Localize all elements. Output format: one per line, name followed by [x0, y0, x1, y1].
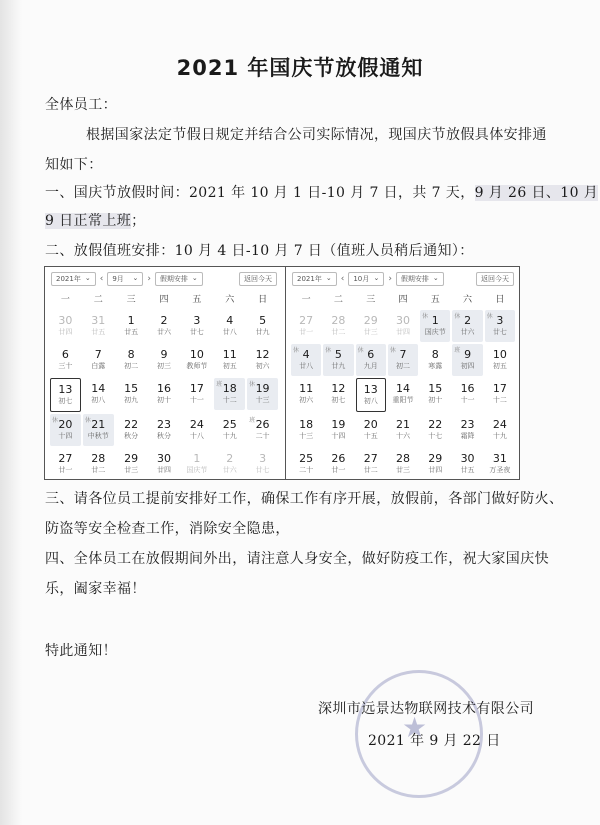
item1-highlight: 9 月 26 日、10 月 [474, 185, 599, 201]
day-cell[interactable] [452, 414, 482, 446]
day-number: 7 [94, 348, 102, 361]
day-number: 5 [334, 348, 342, 361]
day-status-tag: 休 [325, 347, 332, 354]
day-number: 6 [367, 348, 375, 361]
day-number: 8 [127, 348, 135, 361]
day-number: 3 [193, 314, 201, 327]
year-select[interactable]: 2021年 ⌄ [51, 272, 96, 286]
lunar-label: 廿六 [460, 328, 475, 336]
prev-month-icon[interactable]: ‹ [340, 274, 345, 284]
day-status-tag: 休 [293, 347, 300, 354]
notice-title: 2021 年国庆节放假通知 [176, 56, 424, 80]
day-status-tag: 休 [84, 417, 91, 424]
day-cell[interactable] [485, 448, 515, 480]
day-number: 23 [460, 418, 475, 431]
month-select[interactable]: 10月 ⌄ [348, 272, 384, 286]
day-cell[interactable] [214, 344, 245, 376]
chevron-down-icon: ⌄ [432, 274, 439, 282]
lunar-label: 教师节 [186, 362, 208, 370]
lunar-label: 国庆节 [424, 328, 446, 336]
day-number: 13 [363, 383, 378, 396]
day-number: 12 [255, 348, 270, 361]
calendar-october [285, 267, 520, 479]
day-cell[interactable] [83, 310, 114, 342]
day-cell[interactable] [323, 414, 353, 446]
item1-line-2 [45, 210, 146, 230]
holiday-select[interactable]: 假期安排 ⌄ [396, 272, 444, 286]
item3-line-2: 防盗等安全检查工作，消除安全隐患， [45, 521, 290, 537]
lunar-label: 白露 [91, 362, 106, 370]
day-number: 21 [91, 418, 106, 431]
lunar-label: 万圣夜 [489, 466, 511, 474]
lunar-label: 廿三 [124, 466, 139, 474]
lunar-label: 初四 [460, 362, 475, 370]
lunar-label: 十一 [189, 396, 204, 404]
day-number: 28 [331, 314, 346, 327]
lunar-label: 十二 [222, 396, 237, 404]
day-number: 30 [460, 452, 475, 465]
notice-date: 2021 年 9 月 22 日 [368, 733, 501, 749]
lunar-label: 十九 [492, 432, 507, 440]
lunar-label: 国庆节 [186, 466, 208, 474]
weekday-header: 四 [159, 295, 169, 305]
next-month-icon[interactable]: › [388, 274, 392, 284]
day-number: 25 [299, 452, 314, 465]
day-cell[interactable] [356, 448, 386, 480]
day-number: 27 [363, 452, 378, 465]
day-status-tag: 休 [52, 417, 59, 424]
calendar-september [45, 267, 283, 479]
item1-end: ； [131, 213, 146, 229]
day-number: 26 [331, 452, 346, 465]
lunar-label: 廿七 [255, 466, 270, 474]
lunar-label: 廿五 [91, 328, 106, 336]
day-number: 22 [124, 418, 139, 431]
day-cell[interactable] [420, 310, 450, 342]
weekday-header: 三 [126, 295, 136, 305]
day-number: 10 [492, 348, 507, 361]
day-cell[interactable] [50, 414, 81, 446]
lunar-label: 廿六 [222, 466, 237, 474]
day-cell[interactable] [50, 378, 81, 412]
day-number: 23 [156, 418, 171, 431]
item1-line-1 [45, 182, 598, 202]
lunar-label: 九月 [363, 362, 378, 370]
day-cell[interactable] [149, 448, 180, 480]
lunar-label: 廿四 [395, 328, 410, 336]
weekday-header: 日 [258, 295, 268, 305]
day-cell[interactable] [356, 414, 386, 446]
day-number: 26 [255, 418, 270, 431]
day-number: 31 [91, 314, 106, 327]
chevron-down-icon: ⌄ [191, 274, 198, 282]
day-cell[interactable] [149, 310, 180, 342]
day-cell[interactable] [83, 448, 114, 480]
day-number: 16 [460, 382, 475, 395]
lunar-label: 廿二 [331, 328, 346, 336]
lunar-label: 初七 [58, 397, 73, 405]
lunar-label: 二十 [255, 432, 270, 440]
day-cell[interactable] [116, 344, 147, 376]
day-number: 8 [431, 348, 439, 361]
day-number: 11 [299, 382, 314, 395]
day-cell[interactable] [323, 344, 353, 376]
lunar-label: 廿七 [492, 328, 507, 336]
lunar-label: 廿二 [363, 466, 378, 474]
lunar-label: 初八 [363, 397, 378, 405]
day-number: 14 [395, 382, 410, 395]
lunar-label: 十八 [189, 432, 204, 440]
day-cell[interactable] [420, 448, 450, 480]
day-number: 31 [492, 452, 507, 465]
chevron-down-icon: ⌄ [132, 274, 139, 282]
lunar-label: 初五 [222, 362, 237, 370]
day-cell[interactable] [214, 448, 245, 480]
day-cell[interactable] [485, 414, 515, 446]
lunar-label: 初十 [428, 396, 443, 404]
day-cell[interactable] [420, 414, 450, 446]
day-cell[interactable] [388, 448, 418, 480]
lunar-label: 十一 [460, 396, 475, 404]
day-cell[interactable] [291, 448, 321, 480]
day-number: 3 [496, 314, 504, 327]
lunar-label: 十七 [428, 432, 443, 440]
item1-text: 一、国庆节放假时间：2021 年 10 月 1 日-10 月 7 日，共 7 天， [45, 185, 475, 201]
day-number: 25 [222, 418, 237, 431]
weekday-header: 日 [495, 295, 505, 305]
lunar-label: 中秋节 [87, 432, 109, 440]
day-cell[interactable] [356, 378, 386, 412]
day-cell[interactable] [247, 378, 278, 410]
lunar-label: 廿三 [395, 466, 410, 474]
lunar-label: 初七 [331, 396, 346, 404]
weekday-header: 一 [60, 295, 70, 305]
day-number: 10 [189, 348, 204, 361]
intro-line-2: 知如下： [45, 157, 103, 173]
lunar-label: 寒露 [428, 362, 443, 370]
day-cell[interactable] [323, 448, 353, 480]
calendar-toolbar [286, 267, 520, 291]
weekday-header: 六 [463, 295, 473, 305]
day-cell[interactable] [420, 378, 450, 410]
lunar-label: 廿一 [58, 466, 73, 474]
greeting: 全体员工： [45, 97, 117, 113]
day-number: 4 [226, 314, 234, 327]
day-number: 6 [61, 348, 69, 361]
lunar-label: 十三 [299, 432, 314, 440]
lunar-label: 霜降 [460, 432, 475, 440]
day-cell[interactable] [149, 344, 180, 376]
day-number: 24 [492, 418, 507, 431]
lunar-label: 廿二 [91, 466, 106, 474]
day-cell[interactable] [323, 378, 353, 410]
weekday-header: 二 [93, 295, 103, 305]
weekday-header: 二 [333, 295, 343, 305]
day-status-tag: 班 [216, 381, 223, 388]
day-number: 17 [492, 382, 507, 395]
day-number: 18 [299, 418, 314, 431]
item2-text: 二、放假值班安排：10 月 4 日-10 月 7 日（值班人员稍后通知）： [45, 243, 474, 259]
lunar-label: 三十 [58, 362, 73, 370]
day-cell[interactable] [116, 378, 147, 410]
closing-text: 特此通知！ [45, 643, 117, 659]
chevron-down-icon: ⌄ [84, 274, 91, 282]
chevron-down-icon: ⌄ [325, 274, 332, 282]
day-number: 27 [58, 452, 73, 465]
lunar-label: 二十 [299, 466, 314, 474]
day-number: 29 [363, 314, 378, 327]
weekday-header: 三 [366, 295, 376, 305]
day-number: 2 [160, 314, 168, 327]
day-number: 19 [255, 382, 270, 395]
day-cell[interactable] [452, 378, 482, 410]
day-cell[interactable] [452, 344, 482, 376]
lunar-label: 廿四 [156, 466, 171, 474]
lunar-label: 初六 [299, 396, 314, 404]
calendar-screenshot [44, 266, 520, 480]
day-number: 16 [156, 382, 171, 395]
weekday-header: 四 [398, 295, 408, 305]
day-number: 2 [226, 452, 234, 465]
day-status-tag: 休 [486, 313, 493, 320]
day-number: 22 [428, 418, 443, 431]
day-cell[interactable] [214, 414, 245, 446]
day-number: 15 [428, 382, 443, 395]
day-number: 3 [259, 452, 267, 465]
page-edge-shadow [0, 0, 22, 825]
day-status-tag: 休 [357, 347, 364, 354]
day-number: 28 [91, 452, 106, 465]
year-select[interactable]: 2021年 ⌄ [292, 272, 337, 286]
lunar-label: 十九 [222, 432, 237, 440]
lunar-label: 廿三 [363, 328, 378, 336]
prev-month-icon[interactable]: ‹ [99, 274, 104, 284]
day-number: 9 [464, 348, 472, 361]
item3-line-1: 三、请各位员工提前安排好工作，确保工作有序开展，放假前，各部门做好防火、 [45, 491, 564, 507]
day-cell[interactable] [291, 310, 321, 342]
day-cell[interactable] [356, 344, 386, 376]
lunar-label: 廿七 [189, 328, 204, 336]
day-cell[interactable] [181, 448, 212, 480]
lunar-label: 廿九 [255, 328, 270, 336]
month-select[interactable]: 9月 ⌄ [107, 272, 143, 286]
day-cell[interactable] [291, 378, 321, 410]
intro-line-1: 根据国家法定节假日规定并结合公司实际情况，现国庆节放假具体安排通 [86, 127, 547, 143]
day-cell[interactable] [149, 414, 180, 446]
day-cell[interactable] [149, 378, 180, 410]
day-status-tag: 班 [249, 417, 256, 424]
day-number: 15 [124, 382, 139, 395]
day-number: 13 [58, 383, 73, 396]
day-cell[interactable] [50, 344, 81, 376]
day-number: 20 [363, 418, 378, 431]
day-cell[interactable] [214, 378, 245, 410]
day-cell[interactable] [214, 310, 245, 342]
day-cell[interactable] [83, 414, 114, 446]
holiday-select[interactable]: 假期安排 ⌄ [155, 272, 203, 286]
day-number: 1 [127, 314, 135, 327]
lunar-label: 廿四 [428, 466, 443, 474]
day-cell[interactable] [181, 414, 212, 446]
day-status-tag: 休 [422, 313, 429, 320]
day-cell[interactable] [116, 414, 147, 446]
weekday-header: 五 [430, 295, 440, 305]
day-cell[interactable] [247, 310, 278, 342]
day-cell[interactable] [420, 344, 450, 376]
day-cell[interactable] [291, 414, 321, 446]
day-number: 18 [222, 382, 237, 395]
day-cell[interactable] [485, 310, 515, 342]
item1-highlight-2: 9 日正常上班 [45, 213, 132, 229]
calendar-grid [286, 291, 520, 481]
lunar-label: 廿一 [331, 466, 346, 474]
day-number: 5 [259, 314, 267, 327]
day-cell[interactable] [181, 310, 212, 342]
day-cell[interactable] [181, 344, 212, 376]
day-cell[interactable] [485, 344, 515, 376]
lunar-label: 廿五 [124, 328, 139, 336]
day-number: 2 [464, 314, 472, 327]
day-number: 11 [222, 348, 237, 361]
day-cell[interactable] [247, 344, 278, 376]
day-cell[interactable] [452, 310, 482, 342]
day-cell[interactable] [388, 414, 418, 446]
day-number: 12 [331, 382, 346, 395]
day-status-tag: 班 [454, 347, 461, 354]
day-cell[interactable] [83, 378, 114, 410]
lunar-label: 廿九 [331, 362, 346, 370]
back-to-today-button[interactable]: 返回今天 [476, 272, 514, 286]
day-number: 1 [193, 452, 201, 465]
next-month-icon[interactable]: › [147, 274, 151, 284]
day-number: 24 [189, 418, 204, 431]
lunar-label: 廿一 [299, 328, 314, 336]
weekday-header: 六 [225, 295, 235, 305]
day-cell[interactable] [181, 378, 212, 410]
lunar-label: 廿四 [58, 328, 73, 336]
day-number: 27 [299, 314, 314, 327]
day-cell[interactable] [247, 414, 278, 446]
day-cell[interactable] [83, 344, 114, 376]
day-status-tag: 休 [454, 313, 461, 320]
day-number: 4 [302, 348, 310, 361]
lunar-label: 初九 [124, 396, 139, 404]
day-number: 14 [91, 382, 106, 395]
day-cell[interactable] [388, 310, 418, 342]
item4-line-2: 乐，阖家幸福！ [45, 581, 146, 597]
day-cell[interactable] [50, 310, 81, 342]
lunar-label: 初十 [156, 396, 171, 404]
day-number: 20 [58, 418, 73, 431]
day-cell[interactable] [356, 310, 386, 342]
day-number: 30 [156, 452, 171, 465]
lunar-label: 初六 [255, 362, 270, 370]
lunar-label: 十五 [363, 432, 378, 440]
lunar-label: 初八 [91, 396, 106, 404]
day-cell[interactable] [116, 310, 147, 342]
day-number: 29 [124, 452, 139, 465]
lunar-label: 十六 [395, 432, 410, 440]
day-number: 28 [395, 452, 410, 465]
day-number: 30 [58, 314, 73, 327]
day-cell[interactable] [291, 344, 321, 376]
day-number: 7 [399, 348, 407, 361]
weekday-header: 五 [192, 295, 202, 305]
chevron-down-icon: ⌄ [373, 274, 380, 282]
day-cell[interactable] [323, 310, 353, 342]
day-number: 17 [189, 382, 204, 395]
lunar-label: 初二 [395, 362, 410, 370]
day-cell[interactable] [116, 448, 147, 480]
day-number: 21 [395, 418, 410, 431]
day-cell[interactable] [485, 378, 515, 410]
day-number: 19 [331, 418, 346, 431]
calendar-grid [45, 291, 283, 481]
day-number: 30 [395, 314, 410, 327]
day-cell[interactable] [50, 448, 81, 480]
lunar-label: 初五 [492, 362, 507, 370]
weekday-header: 一 [301, 295, 311, 305]
calendar-toolbar [45, 267, 283, 291]
day-cell[interactable] [388, 344, 418, 376]
day-cell[interactable] [388, 378, 418, 410]
day-cell[interactable] [452, 448, 482, 480]
lunar-label: 廿八 [299, 362, 314, 370]
lunar-label: 十四 [331, 432, 346, 440]
day-cell[interactable] [247, 448, 278, 480]
lunar-label: 重阳节 [392, 396, 414, 404]
day-number: 9 [160, 348, 168, 361]
lunar-label: 初三 [156, 362, 171, 370]
day-number: 29 [428, 452, 443, 465]
day-status-tag: 休 [249, 381, 256, 388]
day-status-tag: 休 [389, 347, 396, 354]
lunar-label: 十二 [492, 396, 507, 404]
lunar-label: 秋分 [124, 432, 139, 440]
lunar-label: 十三 [255, 396, 270, 404]
lunar-label: 初二 [124, 362, 139, 370]
lunar-label: 廿五 [460, 466, 475, 474]
lunar-label: 秋分 [156, 432, 171, 440]
back-to-today-button[interactable]: 返回今天 [239, 272, 277, 286]
day-number: 1 [431, 314, 439, 327]
lunar-label: 十四 [58, 432, 73, 440]
lunar-label: 廿六 [156, 328, 171, 336]
lunar-label: 廿八 [222, 328, 237, 336]
item4-line-1: 四、全体员工在放假期间外出，请注意人身安全，做好防疫工作，祝大家国庆快 [45, 551, 549, 567]
company-name: 深圳市远景达物联网技术有限公司 [318, 701, 534, 717]
